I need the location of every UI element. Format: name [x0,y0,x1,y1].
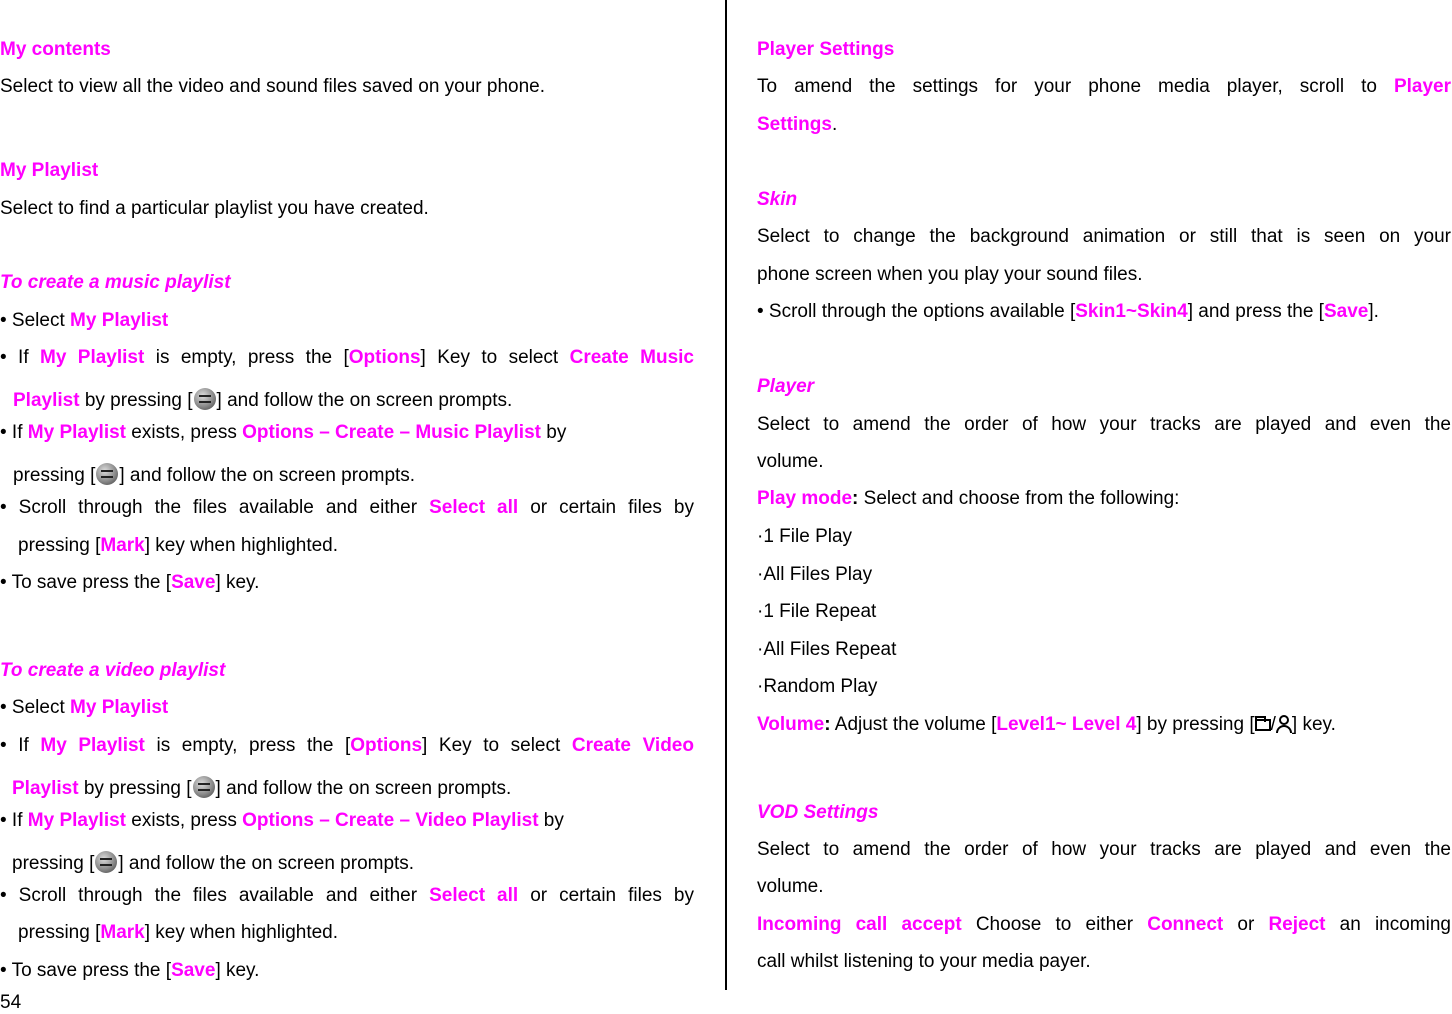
player-settings-line-1 [757,75,1451,99]
highlight: Create Music [569,347,694,368]
my-playlist-text: Select to find a particular playlist you have created. [0,198,429,219]
menu-key-icon [193,776,215,798]
skin-line-2: phone screen when you play your sound files. [757,264,1143,285]
highlight: My Playlist [70,310,169,331]
play-mode-option-1 [757,525,852,549]
text: ] and follow the on screen prompts. [215,778,512,799]
video-bullet-3 [0,809,564,833]
text: ] by pressing [ [1136,714,1255,735]
text: exists, press [126,810,243,831]
video-bullet-5 [0,959,259,983]
highlight: My Playlist [70,697,169,718]
bullet: · [757,601,764,622]
player-settings-heading: Player Settings [757,39,895,60]
vod-settings-heading: VOD Settings [757,802,879,823]
highlight: My Playlist [40,347,145,368]
music-bullet-5 [0,571,259,595]
text: : [824,714,831,735]
music-bullet-3 [0,421,566,445]
text: by [540,422,567,443]
bullet: · [757,639,764,660]
text: To amend the settings for your phone media player, scroll to [757,76,1394,97]
text: pressing [ [18,535,101,556]
text: or certain files by [518,497,694,518]
text: ] key. [215,960,260,981]
play-mode-option-2 [757,563,872,587]
highlight: Level1~ Level 4 [996,714,1137,735]
highlight: Incoming call accept [757,914,962,935]
video-bullet-2-cont [12,776,511,801]
highlight: Select all [429,885,519,906]
highlight: Playlist [12,778,79,799]
text: All Files Repeat [763,639,897,660]
text: exists, press [126,422,243,443]
highlight: My Playlist [27,810,126,831]
highlight: Volume [757,714,825,735]
text: 1 File Repeat [763,601,877,622]
text: • To save press the [ [0,960,172,981]
vod-line-2: volume. [757,876,824,897]
menu-key-icon [95,851,117,873]
highlight: Connect [1147,914,1224,935]
text: ] Key to select [420,347,570,368]
highlight: Playlist [13,390,80,411]
text: 1 File Play [763,526,853,547]
text: by pressing [ [78,778,192,799]
video-bullet-4 [0,884,694,908]
text: • Scroll through the files available and either [0,497,430,518]
player-heading: Player [757,376,815,397]
play-mode-option-5 [757,675,877,699]
text: • If [0,422,28,443]
play-mode-option-3 [757,600,876,624]
skin-heading: Skin [757,189,798,210]
bullet: · [757,564,764,585]
play-mode-option-4 [757,638,896,662]
text: Adjust the volume [ [830,714,997,735]
highlight: Options [350,735,423,756]
text: ]. [1368,301,1379,322]
music-bullet-2 [0,346,694,370]
music-bullet-3-cont [13,463,415,488]
text: or [1223,914,1269,935]
bullet: · [757,526,764,547]
text: Choose to either [961,914,1148,935]
highlight: Mark [100,922,145,943]
text: • Select [0,697,71,718]
play-mode-line [757,487,1179,511]
vod-line-1: Select to amend the order of how your tracks are played and even the [757,839,1451,860]
volume-line [757,713,1336,737]
text: • If [0,735,41,756]
highlight: Mark [100,535,145,556]
text: All Files Play [763,564,873,585]
highlight: Skin1~Skin4 [1075,301,1188,322]
text: Random Play [763,676,878,697]
highlight: Settings [757,114,832,135]
highlight: Options – Create – Video Playlist [242,810,539,831]
highlight: Select all [429,497,519,518]
menu-key-icon [96,463,118,485]
skin-line-1: Select to change the background animation or still that is seen on your [757,226,1451,247]
text: • If [0,810,28,831]
highlight: Options [348,347,421,368]
highlight: My Playlist [40,735,145,756]
text: ] and press the [ [1187,301,1324,322]
text: : [852,488,859,509]
highlight: Reject [1268,914,1326,935]
text: by [538,810,564,831]
my-contents-text: Select to view all the video and sound files saved on your phone. [0,76,546,97]
text: • Scroll through the files available and either [0,885,430,906]
video-bullet-2 [0,734,694,758]
music-bullet-4-cont [18,534,338,558]
text: ] key. [1291,714,1336,735]
video-playlist-heading: To create a video playlist [0,660,226,681]
music-bullet-1 [0,309,168,333]
highlight: Player [1393,76,1451,97]
highlight: Save [171,960,216,981]
player-line-2: volume. [757,451,824,472]
video-bullet-3-cont [12,851,414,876]
text: ] and follow the on screen prompts. [119,465,416,486]
text: by pressing [ [79,390,193,411]
text: ] Key to select [422,735,572,756]
text: an incoming [1325,914,1451,935]
column-divider [725,0,727,990]
highlight: Play mode [757,488,853,509]
text: • Select [0,310,71,331]
text: ] key when highlighted. [144,922,339,943]
text: is empty, press the [ [144,347,349,368]
text: Select and choose from the following: [858,488,1180,509]
music-bullet-2-cont [13,388,512,413]
player-settings-line-2 [757,113,837,137]
skin-bullet [757,300,1379,324]
text: ] key. [215,572,260,593]
text: • Scroll through the options available [ [757,301,1076,322]
player-line-1: Select to amend the order of how your tracks are played and even the [757,414,1451,435]
bullet: · [757,676,764,697]
highlight: Create Video [571,735,694,756]
text: ] and follow the on screen prompts. [118,853,415,874]
text: ] and follow the on screen prompts. [216,390,513,411]
text: / [1270,714,1276,735]
text: • If [0,347,40,368]
highlight: Save [1323,301,1369,322]
video-bullet-4-cont [18,921,338,945]
my-contents-heading: My contents [0,39,111,60]
text: pressing [ [12,853,95,874]
folder-key-icon [1255,719,1271,731]
contacts-key-icon [1276,715,1292,733]
text: or certain files by [518,885,694,906]
text: pressing [ [18,922,101,943]
my-playlist-heading: My Playlist [0,160,99,181]
page-number: 54 [0,992,22,1013]
incoming-call-line [757,913,1451,937]
music-playlist-heading: To create a music playlist [0,272,231,293]
video-bullet-1 [0,696,168,720]
highlight: Options – Create – Music Playlist [242,422,541,443]
vod-line-4: call whilst listening to your media payer. [757,951,1091,972]
highlight: My Playlist [27,422,126,443]
text: ] key when highlighted. [144,535,339,556]
text: • To save press the [ [0,572,172,593]
text: is empty, press the [ [144,735,351,756]
highlight: Save [171,572,216,593]
menu-key-icon [194,388,216,410]
text: pressing [ [13,465,96,486]
music-bullet-4 [0,496,694,520]
text: . [831,114,838,135]
